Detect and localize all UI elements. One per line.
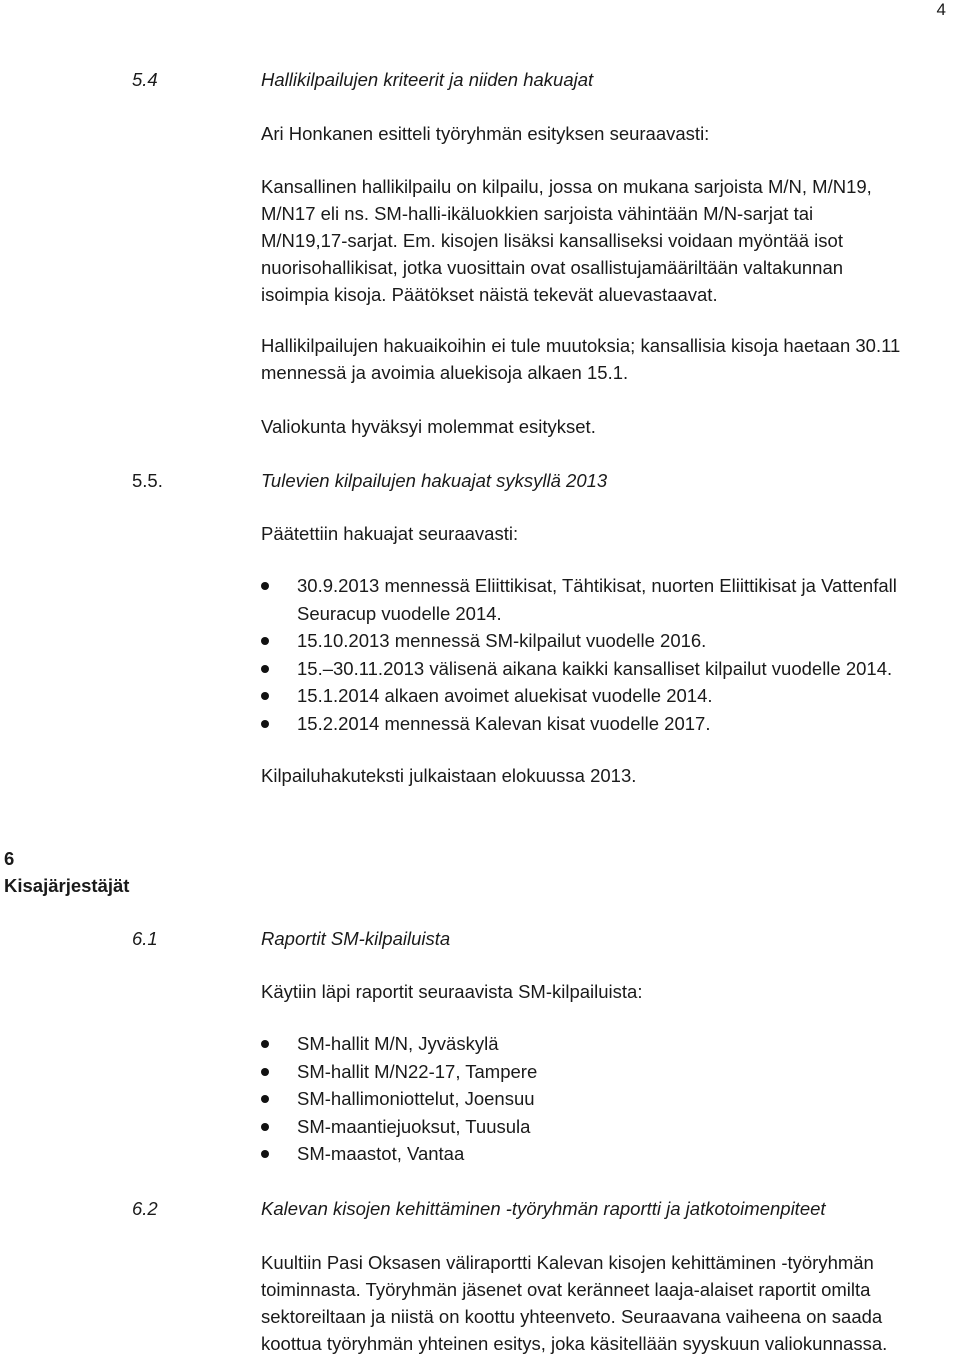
list-item [261, 572, 960, 627]
bullet-list [261, 572, 960, 737]
text-line: SM-maastot, Vantaa [297, 1143, 465, 1164]
paragraph [261, 978, 951, 1005]
section-number: 5.5. [132, 470, 163, 491]
bullet-icon [261, 582, 269, 590]
list-item [261, 1085, 960, 1113]
bullet-icon [261, 1123, 269, 1131]
text-line: 15.1.2014 alkaen avoimet aluekisat vuodelle 2014. [297, 685, 713, 706]
list-item [261, 1140, 960, 1168]
text-line: 15.–30.11.2013 välisenä aikana kaikki kansalliset kilpailut vuodelle 2014. [297, 657, 893, 679]
list-item [261, 1058, 960, 1086]
text-line: 15.10.2013 mennessä SM-kilpailut vuodelle 2016. [297, 630, 707, 651]
text-line: Kilpailuhakuteksti julkaistaan elokuussa 2013. [261, 765, 637, 786]
paragraph [261, 520, 951, 547]
section-number: 6.2 [132, 1198, 158, 1219]
paragraph [261, 1249, 951, 1357]
chapter-number: 6 [4, 848, 15, 869]
section-title: Raportit SM-kilpailuista [261, 928, 451, 949]
section-title: Kalevan kisojen kehittäminen -työryhmän raportti ja jatkotoimenpiteet [261, 1198, 826, 1219]
text-line: Kuultiin Pasi Oksasen väliraportti Kalevan kisojen kehittäminen -työryhmän [261, 1252, 874, 1273]
bullet-icon [261, 1095, 269, 1103]
text-line: mennessä ja avoimia aluekisoja alkaen 15.1. [261, 362, 629, 383]
text-line: Kansallinen hallikilpailu on kilpailu, jossa on mukana sarjoista M/N, M/N19, [261, 176, 872, 197]
bullet-icon [261, 692, 269, 700]
section-number: 5.4 [132, 69, 158, 90]
paragraph [261, 762, 951, 789]
paragraph [261, 120, 951, 147]
text-line: sektoreiltaan ja niistä on koottu yhteenveto. Seuraavana vaiheena on saada [261, 1306, 883, 1327]
list-item [261, 1030, 960, 1058]
text-line: 30.9.2013 mennessä Eliittikisat, Tähtikisat, nuorten Eliittikisat ja Vattenfall [297, 575, 897, 596]
bullet-list [261, 1030, 960, 1168]
text-line: Seuracup vuodelle 2014. [297, 602, 502, 624]
list-item [261, 1113, 960, 1141]
text-line: 15.2.2014 mennessä Kalevan kisat vuodelle 2017. [297, 712, 711, 734]
text-line: Hallikilpailujen hakuaikoihin ei tule muutoksia; kansallisia kisoja haetaan 30.11 [261, 335, 901, 356]
bullet-icon [261, 1040, 269, 1048]
section-number: 6.1 [132, 928, 158, 949]
list-item [261, 627, 960, 655]
text-line: SM-hallit M/N, Jyväskylä [297, 1033, 499, 1054]
bullet-icon [261, 720, 269, 728]
text-line: Valiokunta hyväksyi molemmat esitykset. [261, 416, 596, 437]
page-number: 4 [936, 0, 946, 19]
text-line: nuorisohallikisat, jotka vuosittain ovat osallistujamääriltään valtakunnan [261, 257, 844, 278]
text-line: SM-maantiejuoksut, Tuusula [297, 1115, 531, 1137]
chapter-title: Kisajärjestäjät [4, 875, 130, 896]
text-line: isoimpia kisoja. Päätökset näistä tekevät aluevastaavat. [261, 284, 718, 305]
paragraph [261, 173, 951, 308]
text-line: M/N19,17-sarjat. Em. kisojen lisäksi kansalliseksi voidaan myöntää isot [261, 230, 843, 251]
bullet-icon [261, 637, 269, 645]
paragraph [261, 413, 951, 440]
paragraph [261, 332, 951, 386]
list-item [261, 710, 960, 738]
text-line: SM-hallimoniottelut, Joensuu [297, 1088, 535, 1109]
section-title: Tulevien kilpailujen hakuajat syksyllä 2013 [261, 470, 608, 491]
text-line: koottua työryhmän yhteinen esitys, joka käsitellään syyskuun valiokunnassa. [261, 1333, 888, 1354]
bullet-icon [261, 1150, 269, 1158]
text-line: Päätettiin hakuajat seuraavasti: [261, 523, 519, 544]
text-line: toiminnasta. Työryhmän jäsenet ovat keränneet laaja-alaiset raportit omilta [261, 1279, 871, 1300]
text-line: M/N17 eli ns. SM-halli-ikäluokkien sarjoista vähintään M/N-sarjat tai [261, 203, 814, 224]
text-line: SM-hallit M/N22-17, Tampere [297, 1060, 538, 1082]
text-line: Käytiin läpi raportit seuraavista SM-kilpailuista: [261, 981, 643, 1002]
list-item [261, 655, 960, 683]
section-title: Hallikilpailujen kriteerit ja niiden hakuajat [261, 69, 594, 90]
text-line: Ari Honkanen esitteli työryhmän esityksen seuraavasti: [261, 123, 710, 144]
bullet-icon [261, 1068, 269, 1076]
list-item [261, 682, 960, 710]
bullet-icon [261, 665, 269, 673]
